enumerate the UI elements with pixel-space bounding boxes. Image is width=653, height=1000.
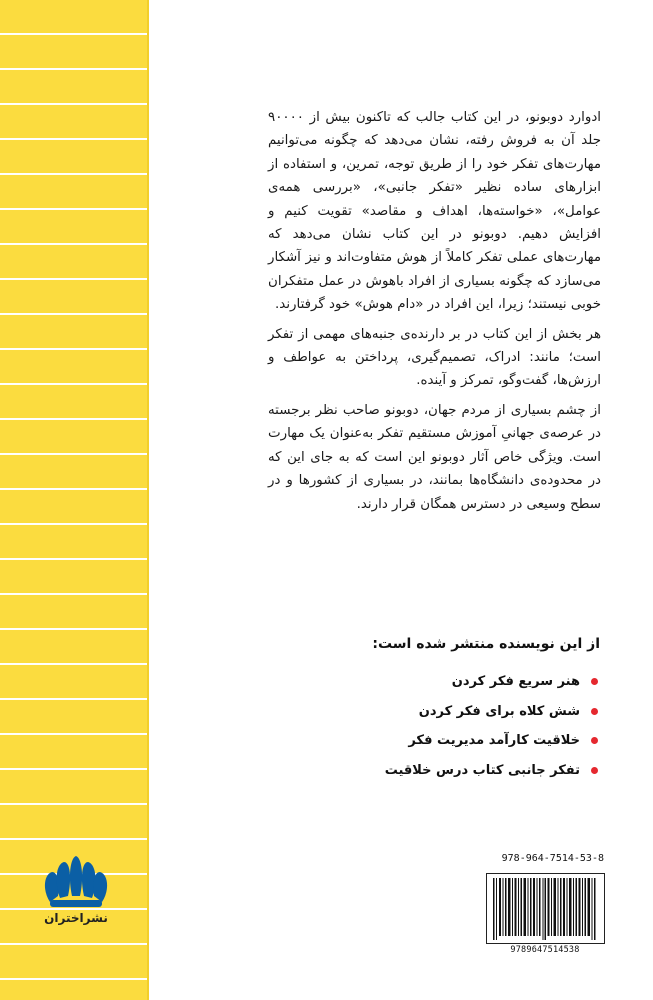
red-bullet-icon bbox=[591, 678, 598, 685]
other-works-list bbox=[300, 672, 600, 790]
blurb-paragraph: ادوارد دوبونو، در این کتاب جالب که تاکنون بیش از ۹۰۰۰۰ جلد آن به فروش رفته، نشان می‌دهد که چگونه می‌توانیم مهارت‌های تفکر خود را از طریق توجه، تمرین، و استفاده از ابزارهای ساده نظیر «تفکر جانبی»، «بررسی همه‌ی عوامل»، «خواسته‌ها، اهداف و مقاصد» تقویت کنیم و افزایش دهیم. دوبونو در این کتاب نشان می‌دهد که مهارت‌های عملی تفکر کاملاً از هوش متفاوت‌اند و نیز آشکار می‌سازد که چگونه بسیاری از افراد باهوش در عمل متفکران خوبی نیستند؛ زیرا، این افراد در «دام هوش» خود گرفتارند. bbox=[268, 110, 601, 313]
list-item bbox=[300, 672, 600, 702]
red-bullet-icon bbox=[591, 737, 598, 744]
blurb-paragraph: از چشم بسیاری از مردم جهان، دوبونو صاحب نظر برجسته در عرصه‌ی جهانیِ آموزش مستقیم تفکر به‌عنوان یک مهارت است. ویژگی خاص آثار دوبونو این است که به جای این که در محدوده‌ی دانشگاه‌ها بمانند، در بسیاری از کشورها و در سطح وسیعی در دسترس همگان قرار دارند. bbox=[268, 402, 601, 512]
book-title: تفکر جانبی کتاب درس خلاقیت bbox=[384, 762, 580, 778]
book-title: خلاقیت کارآمد مدیریت فکر bbox=[408, 733, 580, 748]
list-item bbox=[300, 702, 600, 732]
list-item bbox=[300, 731, 600, 761]
barcode-icon bbox=[486, 873, 605, 944]
other-works-section bbox=[300, 636, 600, 790]
publisher-name: نشراختران bbox=[44, 911, 108, 925]
back-cover-blurb bbox=[268, 106, 601, 522]
red-bullet-icon bbox=[591, 708, 598, 715]
list-item bbox=[300, 761, 600, 791]
other-works-heading: از این نویسنده منتشر شده است: bbox=[372, 636, 600, 652]
book-title: هنر سریع فکر کردن bbox=[451, 674, 580, 689]
book-title: شش کلاه برای فکر کردن bbox=[418, 703, 580, 719]
blurb-paragraph: هر بخش از این کتاب در بر دارنده‌ی جنبه‌های مهمی از تفکر است؛ مانند: ادراک، تصمیم‌گیری، پرداختن به عواطف و ارزش‌ها، گفت‌وگو، تمرکز و آینده. bbox=[268, 326, 601, 389]
red-bullet-icon bbox=[591, 767, 598, 774]
isbn-number: 978-964-7514-53-8 bbox=[501, 853, 604, 864]
barcode-digits: 9789647514538 bbox=[510, 945, 580, 955]
spine-edge-line bbox=[147, 0, 149, 1000]
